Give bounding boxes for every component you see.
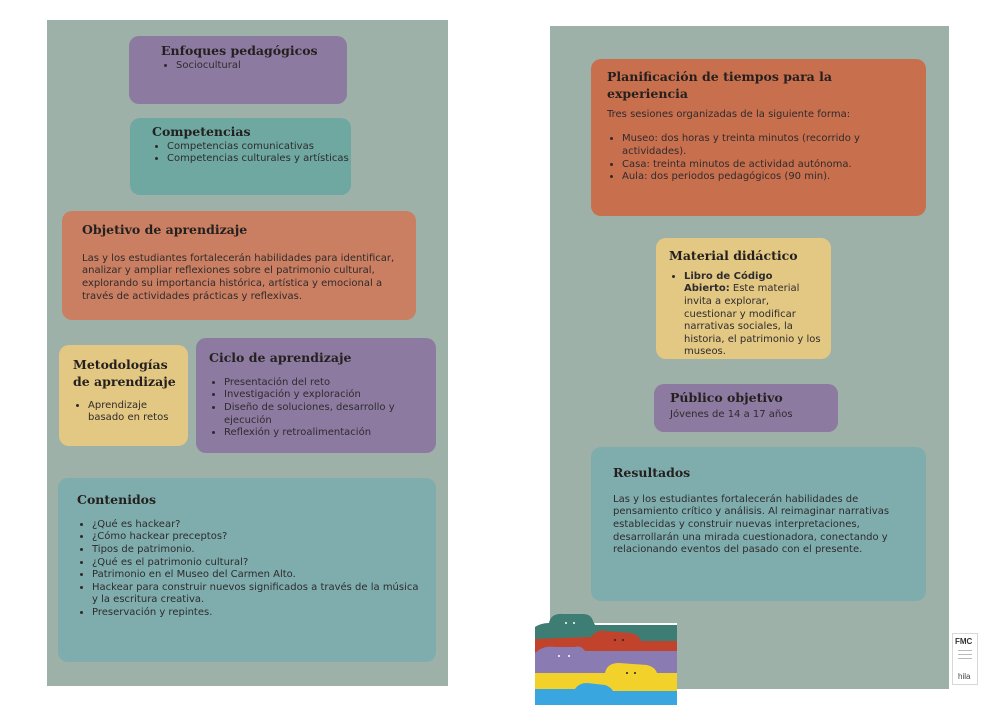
metodologias-list (73, 400, 182, 425)
list-item: • Diseño de soluciones, desarrollo y ejecución (224, 402, 428, 427)
contenidos-list (77, 519, 426, 620)
enfoques-list (161, 60, 347, 73)
layered-characters-illustration (535, 611, 677, 705)
publico-title: Público objetivo (670, 390, 783, 405)
logo-lines (958, 650, 972, 662)
logo-brand: FMC (955, 637, 973, 646)
planificacion-intro: Tres sesiones organizadas de la siguiente forma: (607, 108, 851, 120)
objetivo-text: Las y los estudiantes fortalecerán habilidades para identificar, analizar y ampliar reflexiones sobre el patrimonio cultural, explorando su importancia histórica, artística y emocional a través de actividades prácticas y reflexivas. (82, 252, 395, 302)
list-item: • Tipos de patrimonio. (92, 544, 426, 557)
resultados-card (591, 447, 926, 601)
list-item: • Aula: dos periodos pedagógicos (90 min). (622, 171, 912, 184)
material-card (656, 238, 831, 359)
list-item: • Preservación y repintes. (92, 607, 426, 620)
competencias-card (130, 118, 351, 195)
enfoques-title: Enfoques pedagógicos (161, 43, 318, 58)
list-item: • Competencias comunicativas (167, 141, 351, 154)
list-item: • Museo: dos horas y treinta minutos (recorrido y actividades). (622, 133, 912, 158)
list-item: • Hackear para construir nuevos significados a través de la música y la escritura creativa. (92, 582, 426, 607)
publico-card (654, 384, 838, 432)
planificacion-title: Planificación de tiempos para la experiencia (607, 69, 832, 101)
contenidos-card (58, 478, 436, 662)
ciclo-list (209, 377, 428, 440)
resultados-title: Resultados (613, 465, 691, 480)
publico-text: Jóvenes de 14 a 17 años (670, 408, 793, 420)
planificacion-card (591, 59, 926, 216)
list-item: • Competencias culturales y artísticas (167, 153, 351, 166)
list-item (684, 271, 821, 359)
metodologias-card (59, 345, 188, 446)
competencias-title: Competencias (152, 124, 251, 139)
planificacion-list (607, 133, 912, 183)
metodologias-title: Metodologías de aprendizaje (73, 357, 176, 389)
list-item: • ¿Qué es el patrimonio cultural? (92, 557, 426, 570)
objetivo-title: Objetivo de aprendizaje (82, 222, 248, 237)
logo-sub: hila (958, 672, 971, 681)
list-item: • ¿Qué es hackear? (92, 519, 426, 532)
competencias-list (152, 141, 351, 166)
contenidos-title: Contenidos (77, 492, 157, 507)
list-item: • Reflexión y retroalimentación (224, 427, 428, 440)
material-item-title: Libro de Código Abierto: (684, 270, 773, 295)
list-item: • ¿Cómo hackear preceptos? (92, 531, 426, 544)
list-item: • Casa: treinta minutos de actividad autónoma. (622, 159, 912, 172)
list-item: • Patrimonio en el Museo del Carmen Alto. (92, 569, 426, 582)
list-item: • Presentación del reto (224, 377, 428, 390)
ciclo-card (196, 338, 436, 453)
ciclo-title: Ciclo de aprendizaje (209, 350, 352, 365)
material-title: Material didáctico (669, 248, 798, 263)
objetivo-card (62, 211, 416, 320)
material-list (669, 271, 821, 359)
resultados-text: Las y los estudiantes fortalecerán habilidades de pensamiento crítico y análisis. Al reimaginar narrativas establecidas y construir nuevas interpretaciones, desarrollarán una mirada cuestionadora, conectando y relacionando eventos del pasado con el presente. (613, 493, 890, 556)
material-item-text: Este material invita a explorar, cuestionar y modificar narrativas sociales, la historia, el patrimonio y los museos. (684, 283, 821, 358)
fmc-hila-logo (952, 633, 978, 685)
list-item: • Investigación y exploración (224, 389, 428, 402)
list-item: • Sociocultural (176, 60, 347, 73)
enfoques-card (129, 36, 347, 104)
list-item: • Aprendizaje basado en retos (88, 400, 182, 425)
